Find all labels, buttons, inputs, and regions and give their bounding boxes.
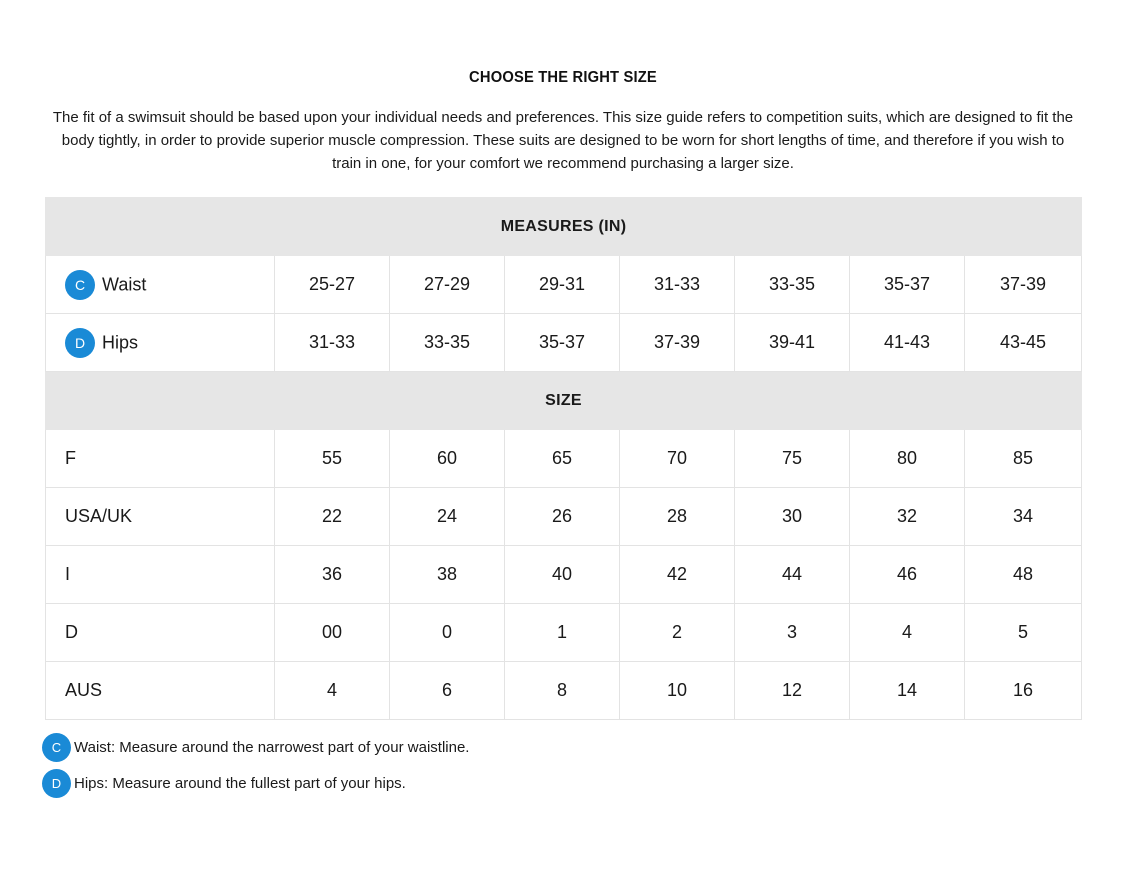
table-cell: 2: [620, 604, 735, 662]
table-cell: 12: [735, 662, 850, 720]
row-label: USA/UK: [46, 488, 275, 546]
table-cell: 16: [965, 662, 1082, 720]
table-row-i: [46, 546, 1082, 604]
table-cell: 44: [735, 546, 850, 604]
row-label: AUS: [46, 662, 275, 720]
table-cell: 39-41: [735, 314, 850, 372]
size-chart-table: [45, 197, 1082, 720]
table-cell: 00: [275, 604, 390, 662]
measures-header: MEASURES (IN): [46, 198, 1082, 256]
waist-note-badge-icon: C: [42, 733, 71, 762]
hips-badge-icon: D: [65, 328, 95, 358]
waist-note: [42, 733, 469, 762]
table-row-aus: [46, 662, 1082, 720]
table-cell: 32: [850, 488, 965, 546]
table-cell: 31-33: [620, 256, 735, 314]
table-cell: 6: [390, 662, 505, 720]
row-label: F: [46, 430, 275, 488]
table-cell: 70: [620, 430, 735, 488]
row-label-waist: [46, 256, 275, 314]
table-cell: 4: [275, 662, 390, 720]
table-cell: 40: [505, 546, 620, 604]
table-cell: 75: [735, 430, 850, 488]
table-cell: 5: [965, 604, 1082, 662]
table-cell: 14: [850, 662, 965, 720]
table-cell: 42: [620, 546, 735, 604]
table-cell: 31-33: [275, 314, 390, 372]
table-cell: 36: [275, 546, 390, 604]
table-cell: 28: [620, 488, 735, 546]
page-title: CHOOSE THE RIGHT SIZE: [469, 69, 657, 86]
row-label-text: Hips: [102, 332, 139, 352]
size-header-row: [46, 372, 1082, 430]
table-cell: 24: [390, 488, 505, 546]
table-cell: 46: [850, 546, 965, 604]
table-cell: 80: [850, 430, 965, 488]
hips-note-badge-icon: D: [42, 769, 71, 798]
table-cell: 22: [275, 488, 390, 546]
row-label: I: [46, 546, 275, 604]
table-cell: 34: [965, 488, 1082, 546]
table-cell: 4: [850, 604, 965, 662]
table-cell: 29-31: [505, 256, 620, 314]
table-row-f: [46, 430, 1082, 488]
table-cell: 48: [965, 546, 1082, 604]
table-cell: 37-39: [965, 256, 1082, 314]
table-cell: 30: [735, 488, 850, 546]
row-label: D: [46, 604, 275, 662]
table-cell: 0: [390, 604, 505, 662]
intro-paragraph: The fit of a swimsuit should be based upon your individual needs and preferences. This size guide refers to competition suits, which are designed to fit the body tightly, in order to provide superior muscle compression. These suits are designed to be worn for short lengths of time, and therefore if you wish to train in one, for your comfort we recommend purchasing a larger size.: [52, 109, 1074, 172]
table-cell: 8: [505, 662, 620, 720]
table-cell: 60: [390, 430, 505, 488]
table-cell: 85: [965, 430, 1082, 488]
table-cell: 25-27: [275, 256, 390, 314]
table-cell: 37-39: [620, 314, 735, 372]
table-cell: 1: [505, 604, 620, 662]
table-cell: 38: [390, 546, 505, 604]
row-label-text: Waist: [102, 274, 147, 294]
size-header: SIZE: [46, 372, 1082, 430]
table-cell: 26: [505, 488, 620, 546]
table-cell: 43-45: [965, 314, 1082, 372]
table-cell: 41-43: [850, 314, 965, 372]
waist-badge-icon: C: [65, 270, 95, 300]
hips-note: [42, 769, 406, 798]
row-label-hips: [46, 314, 275, 372]
table-row-d: [46, 604, 1082, 662]
table-cell: 10: [620, 662, 735, 720]
table-cell: 35-37: [850, 256, 965, 314]
table-cell: 35-37: [505, 314, 620, 372]
table-cell: 55: [275, 430, 390, 488]
table-cell: 65: [505, 430, 620, 488]
measures-header-row: [46, 198, 1082, 256]
table-cell: 33-35: [735, 256, 850, 314]
waist-note-text: Waist: Measure around the narrowest part of your waistline.: [74, 739, 470, 756]
table-cell: 27-29: [390, 256, 505, 314]
table-cell: 3: [735, 604, 850, 662]
table-row-hips: [46, 314, 1082, 372]
table-cell: 33-35: [390, 314, 505, 372]
table-row-waist: [46, 256, 1082, 314]
table-row-usa-uk: [46, 488, 1082, 546]
hips-note-text: Hips: Measure around the fullest part of your hips.: [74, 775, 406, 792]
